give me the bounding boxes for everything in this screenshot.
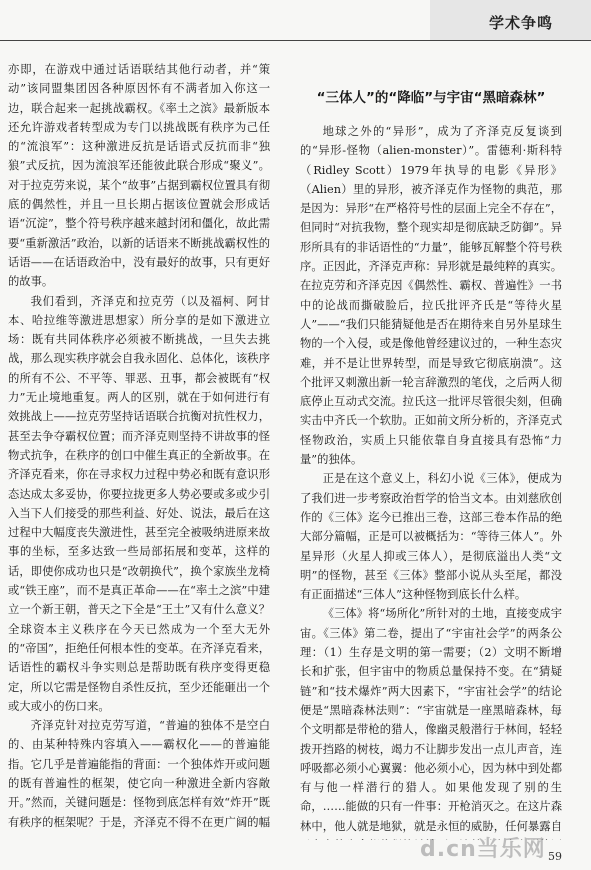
body-paragraph: 地球之外的“异形”，成为了齐泽克反复谈到的“异形-怪物（alien-monster）”。雷德利·斯科特（Ridley Scott）1979年执导的电影《异形》（Alien）里的异形，被齐泽克作为怪物的典范，那是因为：异形“在严格符号性的层面上完全不存在”，但同时“对抗我物，整个现实却是彻底缺乏防御”。异形所具有的非话语性的“力量”，能够瓦解整个符号秩序。正因此，齐泽克声称：异形就是最纯粹的真实。在拉克劳和齐泽克因《偶然性、霸权、普遍性》一书中的论战而撕破脸后，拉氏批评齐氏是“等待火星人”——“我们只能猜疑他是否在期待来自另外星球生物的一个入侵，或是像他曾经建议过的，一种生态灾难，并不是让世界转型，而是导致它彻底崩溃”。这个批评又刺激出新一轮言辞激烈的笔伐，之后两人彻底停止互动式交流。拉氏这一批评尽管很尖刻，但确实击中齐氏一个软肋。正如前文所分析的，齐泽克式怪物政治，实质上只能依靠自身直接具有恐怖“力量”的独体。 [300,125,562,467]
page-number: 59 [548,850,562,863]
watermark: d.cn当乐网 [420,837,546,862]
body-paragraph: 齐泽克针对拉克劳写道，“普遍的独体不是空白的、由某种特殊内容填入——霸权化——的普遍能指。它几乎是普遍能指的背面：一个独体炸开或问题的既有普遍性的框架，使它向一种激进全新内容敞开。”然而，关键问题是：怪物到底怎样有效“炸开”既有秩序的框架呢？于是，齐泽克不得不在更广阔的幅 [8,719,270,829]
header-divider [0,40,591,41]
body-paragraph: 《三体》将“场所化”所针对的土地，直接变成宇宙。《三体》第二卷，提出了“宇宙社会学”的两条公理：（1）生存是文明的第一需要；（2）文明不断增长和扩张，但宇宙中的物质总量保持不变。在“猜疑链”和“技术爆炸”两大因素下，“宇宙社会学”的结论便是“黑暗森林法则”：“宇宙就是一座黑暗森林，每个文明都是带枪的猎人，像幽灵般潜行于林间，轻轻拨开挡路的树枝，竭力不让脚步发出一点儿声音，连呼吸都必须小心翼翼：他必须小心，因为林中到处都有与他一样潜行的猎人。如果他发现了别的生命，……能做的只有一件事：开枪消灭之。在这片森林中，他人就是地狱，就是永恒的威胁，任何暴露自 [300,607,562,833]
body-paragraph: 正是在这个意义上，科幻小说《三体》，便成为了我们进一步考察政治哲学的恰当文本。由刘慈欣创作的《三体》迄今已推出三卷，这部三卷本作品的绝大部分篇幅，正是可以被概括为：“等待三体人”。外星异形（火星人抑或三体人），是彻底溢出人类“文明”的怪物，甚至《三体》整部小说从头至尾，都没有正面描述“三体人”这种怪物到底长什么样。 [300,472,562,602]
body-paragraph: 我们看到，齐泽克和拉克劳（以及福柯、阿甘本、哈拉维等激进思想家）所分享的是如下激进立场：既有共同体秩序必须被不断挑战，一旦失去挑战，那么现实秩序就会自我永固化、总体化，该秩序的所有不公、不平等、罪恶、丑事，都会被既有“权力”无止境地重复。两人的区别，就在于如何进行有效挑战上——拉克劳坚持话语联合抗衡对抗性权力，甚至去争夺霸权位置；而齐泽克则坚持不讲故事的怪物式抗争，在秩序的创口中催生真正的全新故事。在齐泽克看来，你在寻求权力过程中势必和既有意识形态达成太多妥协，你要拉拢更多人势必要或多或少引入当下人们接受的那些利益、好处、说法，最后在这过程中大幅度丧失激进性，甚至完全被吸纳进原来故事的坐标，至多达致一些局部拓展和变革，这样的话，即使你成功也只是“改朝换代”，换个家族坐龙椅或“铁王座”，而不是真正革命——在“率土之滨”中建立一个新王朝，普天之下全是“王土”又有什么意义？全球资本主义秩序在今天已然成为一个至大无外的“帝国”，拒绝任何根本性的变革。在齐泽克看来，话语性的霸权斗争实则总是帮助既有秩序变得更稳定，所以它需是怪物自杀性反抗，至少还能砸出一个或大或小的伤口来。 [8,294,270,713]
article-heading: “三体人”的“降临”与宇宙“黑暗森林” [316,90,546,106]
section-title: 学术争鸣 [488,14,553,32]
body-paragraph: 亦即，在游戏中通过话语联结其他行动者，并“策动”该同盟集团因各种原因怀有不满者加入你这一边，联合起来一起挑战霸权。《率土之滨》最新版本还允许游戏者转型成为专门以挑战既有秩序为己任的“流浪军”：这种激进反抗是话语式反抗而非“独狼”式反抗，因为流浪军还能彼此联合形成“聚义”。对于拉克劳来说，某个“故事”占据到霸权位置具有彻底的偶然性，并且一旦长期占据该位置就会形成话语“沉淀”，整个符号秩序越来越封闭和僵化，故此需要“重新激活”政治，以新的话语来不断挑战霸权性的话语——在话语政治中，没有最好的故事，只有更好的故事。 [8,63,270,289]
left-column [8,60,270,830]
right-column [300,60,562,840]
